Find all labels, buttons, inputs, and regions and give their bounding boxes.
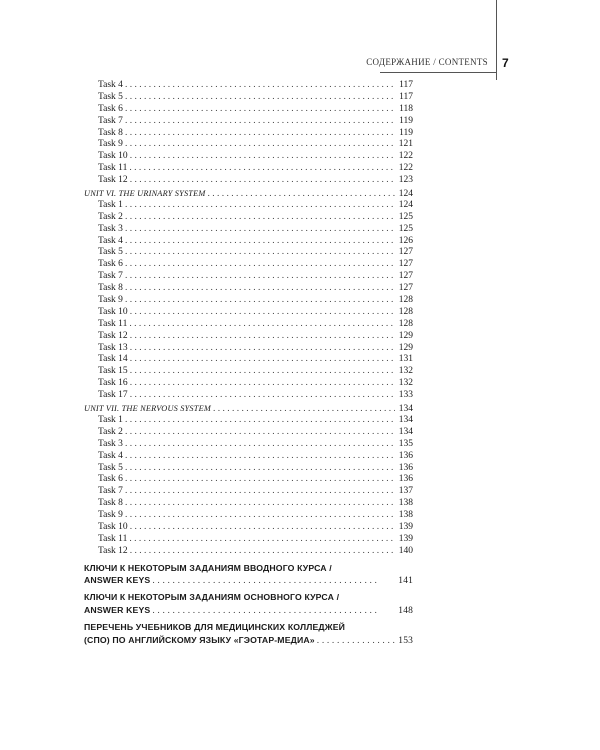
toc-leader-dots <box>125 212 395 224</box>
toc-task-label: Task 6 <box>98 474 123 485</box>
toc-leader-dots <box>130 390 395 402</box>
toc-task-entry[interactable] <box>84 546 413 558</box>
toc-page-number: 134 <box>398 414 413 425</box>
toc-leader-dots <box>125 271 395 283</box>
toc-section-title-line2: ANSWER KEYS <box>84 604 151 615</box>
toc-unit-7[interactable] <box>84 403 413 415</box>
toc-page-number: 137 <box>398 486 413 497</box>
toc-group-unit7 <box>84 415 413 558</box>
toc-task-label: Task 15 <box>98 366 128 377</box>
toc-page-number: 117 <box>399 80 413 90</box>
toc-task-entry[interactable] <box>84 415 413 427</box>
toc-leader-dots <box>125 92 395 104</box>
toc-page-number: 131 <box>398 354 413 365</box>
toc-page-number: 129 <box>398 342 413 353</box>
toc-page-number: 139 <box>398 521 413 532</box>
toc-leader-dots <box>129 534 395 546</box>
toc-leader-dots <box>125 474 395 486</box>
toc-task-label: Task 5 <box>98 462 123 473</box>
toc-page-number: 121 <box>398 139 413 150</box>
toc-task-label: Task 3 <box>98 223 123 234</box>
toc-leader-dots <box>125 259 395 271</box>
toc-section-textbook-list[interactable] <box>84 621 413 647</box>
toc-leader-dots <box>130 522 395 534</box>
toc-task-label: Task 2 <box>98 426 123 437</box>
toc-leader-dots <box>125 498 395 510</box>
toc-task-entry[interactable] <box>84 474 413 486</box>
toc-page-number: 127 <box>398 259 413 270</box>
toc-task-label: Task 7 <box>98 486 123 497</box>
toc-page-number: 133 <box>398 390 413 401</box>
toc-page-number: 134 <box>398 404 413 415</box>
toc-task-entry[interactable] <box>84 295 413 307</box>
toc-task-entry[interactable] <box>84 80 413 92</box>
toc-task-entry[interactable] <box>84 534 413 546</box>
toc-leader-dots <box>130 343 395 355</box>
table-of-contents <box>84 80 413 647</box>
toc-task-label: Task 12 <box>98 330 128 341</box>
toc-leader-dots <box>130 546 395 558</box>
toc-section-title-line1: КЛЮЧИ К НЕКОТОРЫМ ЗАДАНИЯМ ВВОДНОГО КУРСА / <box>84 562 332 573</box>
page-number: 7 <box>502 56 509 70</box>
toc-task-entry[interactable] <box>84 139 413 151</box>
toc-page-number: 123 <box>398 175 413 186</box>
toc-task-entry[interactable] <box>84 331 413 343</box>
toc-task-entry[interactable] <box>84 354 413 366</box>
toc-leader-dots <box>125 80 395 92</box>
toc-page-number: 118 <box>399 103 413 114</box>
toc-task-entry[interactable] <box>84 319 413 331</box>
toc-section-title-line2-row <box>84 574 413 587</box>
toc-leader-dots <box>129 319 395 331</box>
toc-section-answer-keys-intro[interactable] <box>84 562 413 588</box>
toc-page-number: 117 <box>399 91 413 102</box>
toc-leader-dots <box>130 354 395 366</box>
toc-task-entry[interactable] <box>84 128 413 140</box>
toc-task-label: Task 4 <box>98 80 123 90</box>
toc-task-label: Task 3 <box>98 438 123 449</box>
toc-task-label: Task 11 <box>98 533 128 544</box>
toc-section-title-line2-row <box>84 604 413 617</box>
toc-page-number: 119 <box>399 127 413 138</box>
toc-leader-dots <box>130 378 395 390</box>
toc-page-number: 125 <box>398 223 413 234</box>
toc-task-label: Task 5 <box>98 91 123 102</box>
toc-task-label: Task 7 <box>98 271 123 282</box>
toc-unit-6[interactable] <box>84 188 413 200</box>
toc-task-label: Task 11 <box>98 318 128 329</box>
toc-leader-dots <box>129 163 395 175</box>
toc-page-number: 136 <box>398 450 413 461</box>
toc-task-entry[interactable] <box>84 283 413 295</box>
toc-task-label: Task 1 <box>98 199 123 210</box>
toc-task-label: Task 9 <box>98 139 123 150</box>
toc-task-entry[interactable] <box>84 175 413 187</box>
toc-task-label: Task 11 <box>98 163 128 174</box>
toc-task-entry[interactable] <box>84 116 413 128</box>
toc-task-label: Task 12 <box>98 545 128 556</box>
toc-task-label: Task 8 <box>98 498 123 509</box>
toc-task-entry[interactable] <box>84 366 413 378</box>
toc-task-entry[interactable] <box>84 439 413 451</box>
toc-task-label: Task 14 <box>98 354 128 365</box>
toc-page-number: 138 <box>398 498 413 509</box>
toc-page-number: 124 <box>398 199 413 210</box>
toc-task-label: Task 4 <box>98 235 123 246</box>
toc-task-label: Task 5 <box>98 247 123 258</box>
toc-leader-dots <box>125 224 395 236</box>
toc-task-entry[interactable] <box>84 343 413 355</box>
toc-task-label: Task 17 <box>98 390 128 401</box>
toc-task-entry[interactable] <box>84 486 413 498</box>
toc-section-title-line1: КЛЮЧИ К НЕКОТОРЫМ ЗАДАНИЯМ ОСНОВНОГО КУРСА / <box>84 592 340 603</box>
toc-task-entry[interactable] <box>84 212 413 224</box>
toc-group-unit5-tail <box>84 80 413 187</box>
toc-leader-dots <box>125 415 395 427</box>
toc-leader-dots <box>125 236 395 248</box>
toc-task-label: Task 16 <box>98 378 128 389</box>
toc-task-entry[interactable] <box>84 307 413 319</box>
toc-page-number: 132 <box>398 378 413 389</box>
toc-page-number: 132 <box>398 366 413 377</box>
toc-task-label: Task 9 <box>98 295 123 306</box>
toc-page-number: 135 <box>398 438 413 449</box>
toc-page-number: 136 <box>398 474 413 485</box>
toc-leader-dots <box>130 151 395 163</box>
toc-page-number: 139 <box>398 533 413 544</box>
toc-task-entry[interactable] <box>84 498 413 510</box>
toc-leader-dots <box>130 366 395 378</box>
toc-leader-dots <box>125 247 395 259</box>
toc-task-label: Task 4 <box>98 450 123 461</box>
toc-task-entry[interactable] <box>84 163 413 175</box>
toc-task-label: Task 13 <box>98 342 128 353</box>
toc-leader-dots <box>125 486 395 498</box>
toc-leader-dots <box>125 295 395 307</box>
toc-page-number: 124 <box>398 189 413 200</box>
running-header-title: СОДЕРЖАНИЕ / CONTENTS <box>366 57 488 67</box>
toc-task-label: Task 10 <box>98 306 128 317</box>
toc-page-number: 141 <box>398 576 413 587</box>
toc-leader-dots <box>125 200 395 212</box>
toc-page-number: 128 <box>398 295 413 306</box>
toc-page-number: 127 <box>398 247 413 258</box>
toc-task-entry[interactable] <box>84 378 413 390</box>
toc-leader-dots <box>152 575 395 587</box>
toc-task-entry[interactable] <box>84 451 413 463</box>
toc-task-entry[interactable] <box>84 390 413 402</box>
toc-section-title-line1: ПЕРЕЧЕНЬ УЧЕБНИКОВ ДЛЯ МЕДИЦИНСКИХ КОЛЛЕДЖЕЙ <box>84 622 346 633</box>
toc-page-number: 122 <box>398 163 413 174</box>
toc-task-label: Task 9 <box>98 510 123 521</box>
toc-leader-dots <box>125 139 395 151</box>
toc-page-number: 134 <box>398 426 413 437</box>
toc-page-number: 138 <box>398 510 413 521</box>
toc-leader-dots <box>125 427 395 439</box>
toc-leader-dots <box>130 331 395 343</box>
toc-task-entry[interactable] <box>84 510 413 522</box>
toc-page-number: 127 <box>398 271 413 282</box>
toc-task-label: Task 10 <box>98 521 128 532</box>
toc-task-entry[interactable] <box>84 522 413 534</box>
toc-leader-dots <box>125 128 395 140</box>
toc-page-number: 136 <box>398 462 413 473</box>
toc-section-answer-keys-main[interactable] <box>84 591 413 617</box>
toc-task-label: Task 6 <box>98 103 123 114</box>
toc-task-entry[interactable] <box>84 427 413 439</box>
toc-group-unit6 <box>84 200 413 402</box>
toc-task-entry[interactable] <box>84 271 413 283</box>
toc-leader-dots <box>213 404 395 415</box>
toc-task-label: Task 7 <box>98 115 123 126</box>
toc-page-number: 153 <box>398 635 413 646</box>
toc-task-entry[interactable] <box>84 463 413 475</box>
toc-task-entry[interactable] <box>84 236 413 248</box>
toc-section-title-line2: ANSWER KEYS <box>84 575 151 586</box>
toc-leader-dots <box>125 283 395 295</box>
toc-page-number: 128 <box>398 306 413 317</box>
toc-page-number: 119 <box>399 115 413 126</box>
toc-task-entry[interactable] <box>84 151 413 163</box>
toc-task-entry[interactable] <box>84 259 413 271</box>
toc-leader-dots <box>125 451 395 463</box>
toc-leader-dots <box>125 463 395 475</box>
header-vertical-rule <box>496 0 497 80</box>
toc-leader-dots <box>317 635 395 647</box>
toc-section-title-line2-row <box>84 634 413 647</box>
toc-task-entry[interactable] <box>84 247 413 259</box>
toc-task-entry[interactable] <box>84 224 413 236</box>
toc-task-label: Task 8 <box>98 127 123 138</box>
toc-leader-dots <box>125 104 395 116</box>
toc-leader-dots <box>130 307 395 319</box>
toc-leader-dots <box>152 605 395 617</box>
toc-page-number: 127 <box>398 283 413 294</box>
toc-task-entry[interactable] <box>84 104 413 116</box>
header-horizontal-rule <box>380 72 496 73</box>
toc-unit-title: UNIT VI. THE URINARY SYSTEM <box>84 189 206 199</box>
toc-task-label: Task 6 <box>98 259 123 270</box>
toc-task-label: Task 1 <box>98 414 123 425</box>
toc-page-number: 122 <box>398 151 413 162</box>
toc-task-label: Task 2 <box>98 211 123 222</box>
toc-section-title-line2: (СПО) ПО АНГЛИЙСКОМУ ЯЗЫКУ «ГЭОТАР-МЕДИА» <box>84 634 315 645</box>
toc-task-entry[interactable] <box>84 200 413 212</box>
toc-task-label: Task 10 <box>98 151 128 162</box>
toc-task-label: Task 12 <box>98 175 128 186</box>
toc-leader-dots <box>208 189 396 200</box>
toc-task-entry[interactable] <box>84 92 413 104</box>
toc-page-number: 129 <box>398 330 413 341</box>
toc-page-number: 128 <box>398 318 413 329</box>
toc-leader-dots <box>130 175 395 187</box>
toc-leader-dots <box>125 116 395 128</box>
toc-leader-dots <box>125 510 395 522</box>
toc-page-number: 140 <box>398 545 413 556</box>
toc-page-number: 148 <box>398 605 413 616</box>
toc-page-number: 125 <box>398 211 413 222</box>
toc-task-label: Task 8 <box>98 283 123 294</box>
toc-page-number: 126 <box>398 235 413 246</box>
toc-leader-dots <box>125 439 395 451</box>
toc-unit-title: UNIT VII. THE NERVOUS SYSTEM <box>84 404 211 414</box>
